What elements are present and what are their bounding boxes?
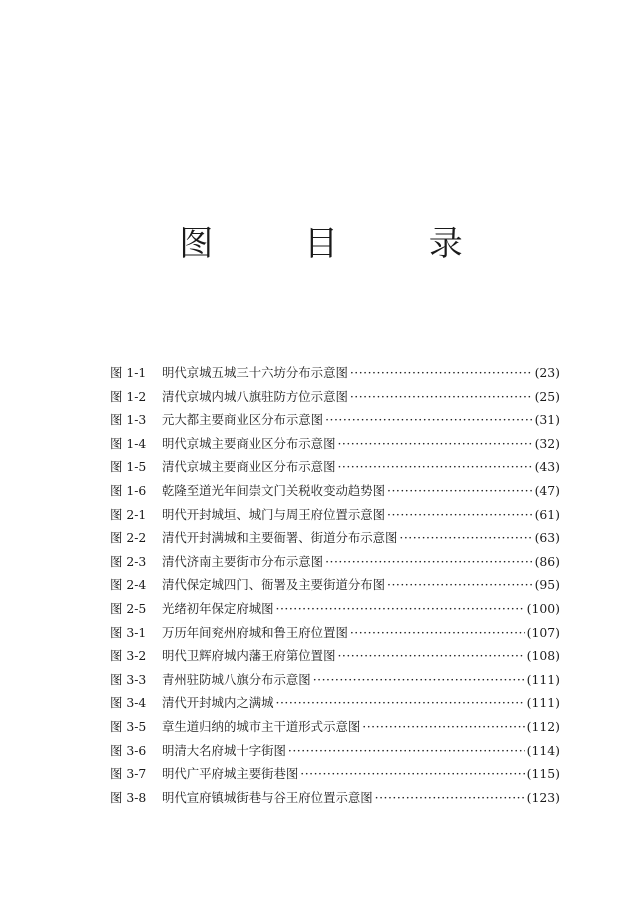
figure-caption: 清代开封城内之满城 xyxy=(162,695,274,711)
page-number: (95) xyxy=(534,577,560,593)
dot-leader xyxy=(387,479,533,503)
list-item[interactable] xyxy=(110,597,560,621)
page-number: (47) xyxy=(534,482,560,498)
figure-caption: 万历年间兖州府城和鲁王府位置图 xyxy=(162,624,348,640)
list-item[interactable] xyxy=(110,621,560,645)
list-item[interactable] xyxy=(110,361,560,385)
page-number: (86) xyxy=(534,553,560,569)
page-number: (43) xyxy=(534,459,560,475)
page-number: (111) xyxy=(526,671,560,687)
figure-number: 图 1-5 xyxy=(110,459,147,475)
figure-caption: 明代京城主要商业区分布示意图 xyxy=(162,435,336,451)
figure-number: 图 1-1 xyxy=(110,365,147,380)
figure-caption: 明清大名府城十字街图 xyxy=(162,742,286,758)
page-number: (111) xyxy=(526,695,560,711)
page-number: (108) xyxy=(526,648,560,664)
page-number: (115) xyxy=(526,766,560,782)
figure-number: 图 3-3 xyxy=(110,671,147,687)
figure-number: 图 2-2 xyxy=(110,530,147,546)
figure-caption: 明代开封城垣、城门与周王府位置示意图 xyxy=(162,506,386,522)
dot-leader xyxy=(276,691,525,715)
dot-leader xyxy=(337,644,524,668)
dot-leader xyxy=(288,739,525,763)
figure-number: 图 3-7 xyxy=(110,766,147,782)
figure-number: 图 2-5 xyxy=(110,600,147,616)
figure-caption: 清代济南主要街市分布示意图 xyxy=(162,553,324,569)
figure-list xyxy=(110,361,560,809)
list-item[interactable] xyxy=(110,479,560,503)
dot-leader xyxy=(350,621,525,645)
list-item[interactable] xyxy=(110,526,560,550)
dot-leader xyxy=(399,526,532,550)
figure-number: 图 1-4 xyxy=(110,435,147,451)
page-number: (63) xyxy=(534,530,560,546)
page-title: 图 目 录 xyxy=(179,224,503,264)
figure-caption: 乾隆至道光年间崇文门关税收变动趋势图 xyxy=(162,482,386,498)
page-number: (25) xyxy=(534,388,560,404)
page-number: (100) xyxy=(526,600,560,616)
figure-caption: 明代宣府镇城街巷与谷王府位置示意图 xyxy=(162,789,373,805)
list-item[interactable] xyxy=(110,668,560,692)
list-item[interactable] xyxy=(110,786,560,810)
page-number: (107) xyxy=(526,624,560,640)
figure-number: 图 1-6 xyxy=(110,482,147,498)
figure-caption: 清代保定城四门、衙署及主要街道分布图 xyxy=(162,577,386,593)
figure-number: 图 3-5 xyxy=(110,718,147,734)
list-item[interactable] xyxy=(110,739,560,763)
dot-leader xyxy=(387,573,533,597)
dot-leader xyxy=(387,503,533,527)
page-number: (31) xyxy=(534,412,560,428)
figure-number: 图 3-1 xyxy=(110,624,147,640)
figure-caption: 青州驻防城八旗分布示意图 xyxy=(162,671,311,687)
figure-caption: 清代京城主要商业区分布示意图 xyxy=(162,459,336,475)
figure-number: 图 2-3 xyxy=(110,553,147,569)
list-item[interactable] xyxy=(110,644,560,668)
dot-leader xyxy=(375,786,525,810)
figure-number: 图 1-3 xyxy=(110,412,147,428)
list-item[interactable] xyxy=(110,408,560,432)
page-number: (23) xyxy=(534,365,560,380)
list-item[interactable] xyxy=(110,715,560,739)
dot-leader xyxy=(337,432,532,456)
figure-caption: 明代京城五城三十六坊分布示意图 xyxy=(162,365,348,380)
figure-number: 图 2-1 xyxy=(110,506,147,522)
figure-caption: 明代广平府城主要街巷图 xyxy=(162,766,299,782)
figure-caption: 光绪初年保定府城图 xyxy=(162,600,274,616)
dot-leader xyxy=(350,385,533,409)
figure-caption: 清代开封满城和主要衙署、街道分布示意图 xyxy=(162,530,398,546)
page-number: (61) xyxy=(534,506,560,522)
page-number: (32) xyxy=(534,435,560,451)
figure-caption: 清代京城内城八旗驻防方位示意图 xyxy=(162,388,348,404)
figure-number: 图 2-4 xyxy=(110,577,147,593)
figure-caption: 明代卫辉府城内藩王府第位置图 xyxy=(162,648,336,664)
dot-leader xyxy=(362,715,524,739)
dot-leader xyxy=(313,668,525,692)
list-item[interactable] xyxy=(110,432,560,456)
list-item[interactable] xyxy=(110,385,560,409)
list-item[interactable] xyxy=(110,503,560,527)
figure-caption: 元大都主要商业区分布示意图 xyxy=(162,412,324,428)
dot-leader xyxy=(350,361,533,385)
list-item[interactable] xyxy=(110,691,560,715)
figure-number: 图 1-2 xyxy=(110,388,147,404)
figure-number: 图 3-2 xyxy=(110,648,147,664)
dot-leader xyxy=(325,550,532,574)
figure-number: 图 3-8 xyxy=(110,789,147,805)
page-number: (112) xyxy=(526,718,560,734)
list-item[interactable] xyxy=(110,550,560,574)
dot-leader xyxy=(276,597,525,621)
dot-leader xyxy=(325,408,532,432)
figure-number: 图 3-4 xyxy=(110,695,147,711)
dot-leader xyxy=(300,762,524,786)
figure-number: 图 3-6 xyxy=(110,742,147,758)
dot-leader xyxy=(337,455,532,479)
list-item[interactable] xyxy=(110,762,560,786)
page-number: (114) xyxy=(526,742,560,758)
page-number: (123) xyxy=(526,789,560,805)
figure-caption: 章生道归纳的城市主干道形式示意图 xyxy=(162,718,361,734)
list-item[interactable] xyxy=(110,573,560,597)
list-item[interactable] xyxy=(110,455,560,479)
